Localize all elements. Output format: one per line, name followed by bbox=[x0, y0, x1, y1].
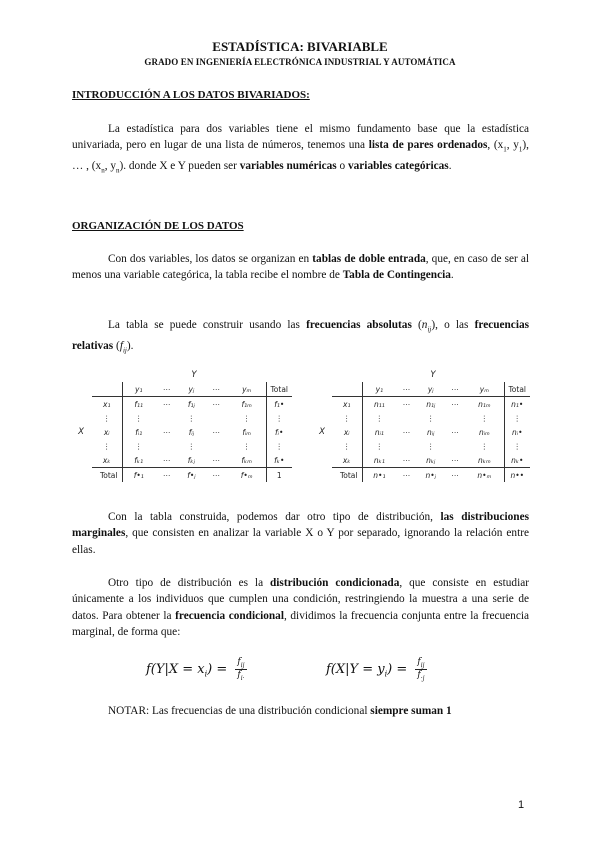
table-cell bbox=[204, 411, 227, 425]
header-cell: yⱼ bbox=[178, 382, 204, 397]
contingency-table-relative bbox=[70, 368, 292, 482]
fraction: $\frac{f_{ij}}{f_{i\cdot}}$ bbox=[237, 657, 245, 682]
table-cell: n₁ⱼ bbox=[426, 399, 436, 409]
row-label: xᵢ bbox=[343, 427, 350, 437]
table-cell: n•ⱼ bbox=[425, 470, 436, 480]
table-cell: n•₁ bbox=[362, 468, 396, 483]
table-cell: n₁₁ bbox=[362, 397, 396, 412]
fraction: $\frac{f_{ij}}{f_{\cdot j}}$ bbox=[417, 657, 425, 682]
table-cell: f•ⱼ bbox=[187, 470, 196, 480]
header-cell: ⋯ bbox=[155, 382, 178, 397]
table-cell bbox=[155, 439, 178, 453]
table-total-row bbox=[70, 468, 292, 483]
table-cell: f₁ₘ bbox=[241, 399, 252, 409]
table-cell: fᵢ• bbox=[266, 425, 292, 439]
column-variable-label: Y bbox=[191, 370, 197, 380]
table-cell: ⋯ bbox=[451, 399, 459, 409]
table-cell: nᵢ• bbox=[504, 425, 530, 439]
table-cell bbox=[155, 411, 178, 425]
table-cell: ⋮ bbox=[266, 411, 292, 425]
table-header-row bbox=[312, 382, 530, 397]
header-cell: y₁ bbox=[362, 382, 396, 397]
table-cell: ⋮ bbox=[187, 413, 196, 423]
total-label: Total bbox=[339, 470, 358, 480]
header-cell: yₘ bbox=[228, 382, 266, 397]
table-header-row bbox=[70, 382, 292, 397]
table-cell: ⋮ bbox=[122, 411, 155, 425]
table-cell: nᵢ₁ bbox=[362, 425, 396, 439]
table-cell: ⋯ bbox=[155, 453, 178, 468]
table-row bbox=[70, 411, 292, 425]
table-row bbox=[70, 439, 292, 453]
table-cell: ⋮ bbox=[504, 439, 530, 453]
table-cell: ⋮ bbox=[266, 439, 292, 453]
table-cell: fᵢₘ bbox=[242, 427, 251, 437]
table-cell: fₖ• bbox=[266, 453, 292, 468]
table-cell: ⋯ bbox=[445, 453, 465, 468]
table-cell: ⋮ bbox=[122, 439, 155, 453]
table-cell: ⋮ bbox=[426, 413, 435, 423]
table-cell bbox=[204, 439, 227, 453]
table-cell: ⋯ bbox=[212, 399, 220, 409]
row-label: ⋮ bbox=[343, 413, 351, 423]
formula-conditional-x-given-y: $f(X|Y = y_i)$ = $\frac{f_{ij}}{f_{\cdot j}}$ bbox=[326, 657, 425, 682]
table-cell bbox=[396, 411, 416, 425]
table-row bbox=[70, 453, 292, 468]
table-cell: fᵢⱼ bbox=[188, 427, 195, 437]
table-cell: ⋯ bbox=[451, 427, 459, 437]
row-label: x₁ bbox=[103, 399, 111, 409]
table-row bbox=[312, 425, 530, 439]
table-cell: nₖ₁ bbox=[362, 453, 396, 468]
paragraph-condicionada: Otro tipo de distribución es la distribución condicionada, que consiste en estudiar únicamente a los individuos que cumplen una condición, restringiendo la muestra a una serie de datos. Para obtener la frecuencia condicional, dividimos la frecuencia conjunta entre la frecuencia marginal, de forma que: bbox=[72, 577, 529, 639]
row-label: ⋮ bbox=[103, 441, 111, 451]
table-cell: ⋯ bbox=[204, 453, 227, 468]
table-cell: fₖₘ bbox=[228, 453, 266, 468]
section-heading-organizacion: ORGANIZACIÓN DE LOS DATOS bbox=[72, 220, 244, 232]
table-cell: f•ₘ bbox=[240, 470, 253, 480]
table-cell: fₖⱼ bbox=[178, 453, 204, 468]
header-cell: ⋯ bbox=[204, 382, 227, 397]
row-variable-label: X bbox=[319, 427, 325, 437]
section-heading-introduccion: INTRODUCCIÓN A LOS DATOS BIVARIADOS: bbox=[72, 89, 310, 101]
table-total-row bbox=[312, 468, 530, 483]
table-cell: f₁ⱼ bbox=[187, 399, 195, 409]
header-cell: Total bbox=[504, 382, 530, 397]
table-row bbox=[312, 453, 530, 468]
table-cell: nₖ• bbox=[504, 453, 530, 468]
table-cell: n₁• bbox=[504, 397, 530, 412]
table-cell: nᵢₘ bbox=[478, 427, 490, 437]
table-cell bbox=[445, 411, 465, 425]
row-label: ⋮ bbox=[103, 413, 111, 423]
page-number: 1 bbox=[518, 799, 525, 811]
table-row bbox=[70, 397, 292, 412]
row-label: x₁ bbox=[343, 399, 351, 409]
header-cell: yⱼ bbox=[417, 382, 445, 397]
table-cell: nₖⱼ bbox=[417, 453, 445, 468]
table-cell: ⋯ bbox=[451, 470, 459, 480]
header-cell: y₁ bbox=[122, 382, 155, 397]
table-cell bbox=[396, 439, 416, 453]
table-cell: fᵢ₁ bbox=[122, 425, 155, 439]
table-cell: ⋮ bbox=[480, 441, 489, 451]
row-label: ⋮ bbox=[343, 441, 351, 451]
row-label: xₖ bbox=[332, 453, 362, 468]
row-label: xₖ bbox=[92, 453, 122, 468]
document-title: ESTADÍSTICA: BIVARIABLE bbox=[212, 39, 388, 54]
table-cell: ⋮ bbox=[480, 413, 489, 423]
paragraph-organizacion: Con dos variables, los datos se organizan en tablas de doble entrada, que, en caso de ser al menos una variable categórica, la tabla recibe el nombre de Tabla de Contingencia. bbox=[72, 253, 529, 282]
table-cell: nₖₘ bbox=[465, 453, 504, 468]
table-cell: fₖ₁ bbox=[122, 453, 155, 468]
table-row bbox=[70, 425, 292, 439]
table-cell: ⋯ bbox=[212, 470, 220, 480]
row-variable-label: X bbox=[78, 427, 84, 437]
table-cell: ⋯ bbox=[162, 399, 171, 409]
table-cell: ⋯ bbox=[402, 427, 411, 437]
table-cell: nᵢⱼ bbox=[427, 427, 435, 437]
table-cell: ⋯ bbox=[402, 470, 411, 480]
table-cell: 1 bbox=[266, 468, 292, 483]
table-row bbox=[312, 439, 530, 453]
table-cell: ⋮ bbox=[187, 441, 196, 451]
table-cell: ⋮ bbox=[504, 411, 530, 425]
table-cell: n•ₘ bbox=[477, 470, 492, 480]
total-label: Total bbox=[99, 470, 118, 480]
column-variable-label: Y bbox=[430, 370, 436, 380]
header-cell: ⋯ bbox=[445, 382, 465, 397]
note-conditional: NOTAR: Las frecuencias de una distribución condicional siempre suman 1 bbox=[108, 705, 452, 717]
table-cell: ⋮ bbox=[426, 441, 435, 451]
table-cell: ⋯ bbox=[212, 427, 220, 437]
table-cell: ⋮ bbox=[242, 441, 251, 451]
table-row bbox=[312, 397, 530, 412]
formula-conditional-y-given-x: $f(Y|X = x_i)$ = $\frac{f_{ij}}{f_{i\cdot}}$ bbox=[146, 657, 245, 682]
table-cell: ⋮ bbox=[362, 411, 396, 425]
table-cell bbox=[445, 439, 465, 453]
document-subtitle: GRADO EN INGENIERÍA ELECTRÓNICA INDUSTRIAL Y AUTOMÁTICA bbox=[144, 57, 456, 67]
table-cell: f₁₁ bbox=[122, 397, 155, 412]
table-cell: ⋯ bbox=[162, 470, 171, 480]
header-cell: yₘ bbox=[465, 382, 504, 397]
table-row bbox=[312, 411, 530, 425]
header-cell: Total bbox=[266, 382, 292, 397]
table-cell: n•• bbox=[504, 468, 530, 483]
paragraph-introduccion: La estadística para dos variables tiene el mismo fundamento base que la estadística univariada, pero en lugar de una lista de números, tenemos una lista de pares ordenados, ($x_1$, $y_1$), … , ($x_n$, $y_n$). donde X e Y pueden ser variables numéricas o variables categóricas. bbox=[72, 123, 529, 175]
paragraph-marginales: Con la tabla construida, podemos dar otro tipo de distribución, las distribuciones marginales, que consisten en analizar la variable X o Y por separado, ignorando la relación entre ellas. bbox=[72, 511, 529, 556]
table-cell: ⋯ bbox=[162, 427, 171, 437]
contingency-table-absolute bbox=[312, 368, 530, 482]
table-cell: f•₁ bbox=[122, 468, 155, 483]
row-label: xᵢ bbox=[103, 427, 110, 437]
table-cell: ⋮ bbox=[242, 413, 251, 423]
header-cell: ⋯ bbox=[396, 382, 416, 397]
paragraph-frecuencias: La tabla se puede construir usando las frecuencias absolutas $(n_{ij})$, o las frecuencias relativas $(f_{ij})$. bbox=[72, 319, 530, 354]
table-cell: n₁ₘ bbox=[478, 399, 491, 409]
table-cell: ⋮ bbox=[362, 439, 396, 453]
table-cell: ⋯ bbox=[402, 399, 411, 409]
table-cell: ⋯ bbox=[396, 453, 416, 468]
table-cell: f₁• bbox=[266, 397, 292, 412]
